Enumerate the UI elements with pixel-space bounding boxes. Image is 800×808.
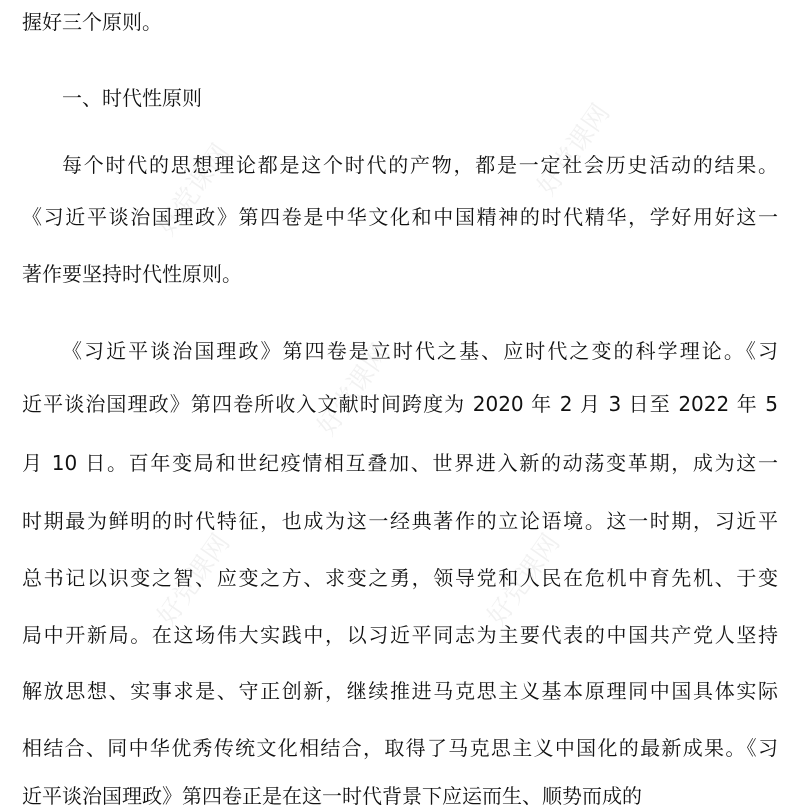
text-line: 《习近平谈治国理政》第四卷是中华文化和中国精神的时代精华，学好用好这一 xyxy=(22,205,778,229)
text-line: 近平谈治国理政》第四卷正是在这一时代背景下应运而生、顺势而成的 xyxy=(22,784,642,808)
text-line: 时期最为鲜明的时代特征，也成为这一经典著作的立论语境。这一时期，习近平 xyxy=(22,509,778,533)
watermark: 好党课网 xyxy=(531,98,617,202)
text-line: 相结合、同中华优秀传统文化相结合，取得了马克思主义中国化的最新成果。《习 xyxy=(22,736,778,760)
text-line: 解放思想、实事求是、守正创新，继续推进马克思主义基本原理同中国具体实际 xyxy=(22,679,778,703)
watermark: 好党课网 xyxy=(481,528,567,632)
text-line: 每个时代的思想理论都是这个时代的产物，都是一定社会历史活动的结果。 xyxy=(62,153,778,177)
text-line: 著作要坚持时代性原则。 xyxy=(22,262,242,286)
text-line: 握好三个原则。 xyxy=(22,10,162,34)
watermark: 好党课网 xyxy=(151,138,237,242)
text-line: 月 10 日。百年变局和世纪疫情相互叠加、世界进入新的动荡变革期，成为这一 xyxy=(22,451,778,475)
text-line: 总书记以识变之智、应变之方、求变之勇，领导党和人民在危机中育先机、于变 xyxy=(22,566,778,590)
section-heading: 一、时代性原则 xyxy=(62,86,202,110)
text-line: 《习近平谈治国理政》第四卷是立时代之基、应时代之变的科学理论。《习 xyxy=(62,339,778,363)
text-line: 近平谈治国理政》第四卷所收入文献时间跨度为 2020 年 2 月 3 日至 2022 年 5 xyxy=(22,392,778,416)
text-line: 局中开新局。在这场伟大实践中，以习近平同志为主要代表的中国共产党人坚持 xyxy=(22,623,778,647)
watermark: 好党课网 xyxy=(311,338,397,442)
watermark: 好党课网 xyxy=(151,528,237,632)
